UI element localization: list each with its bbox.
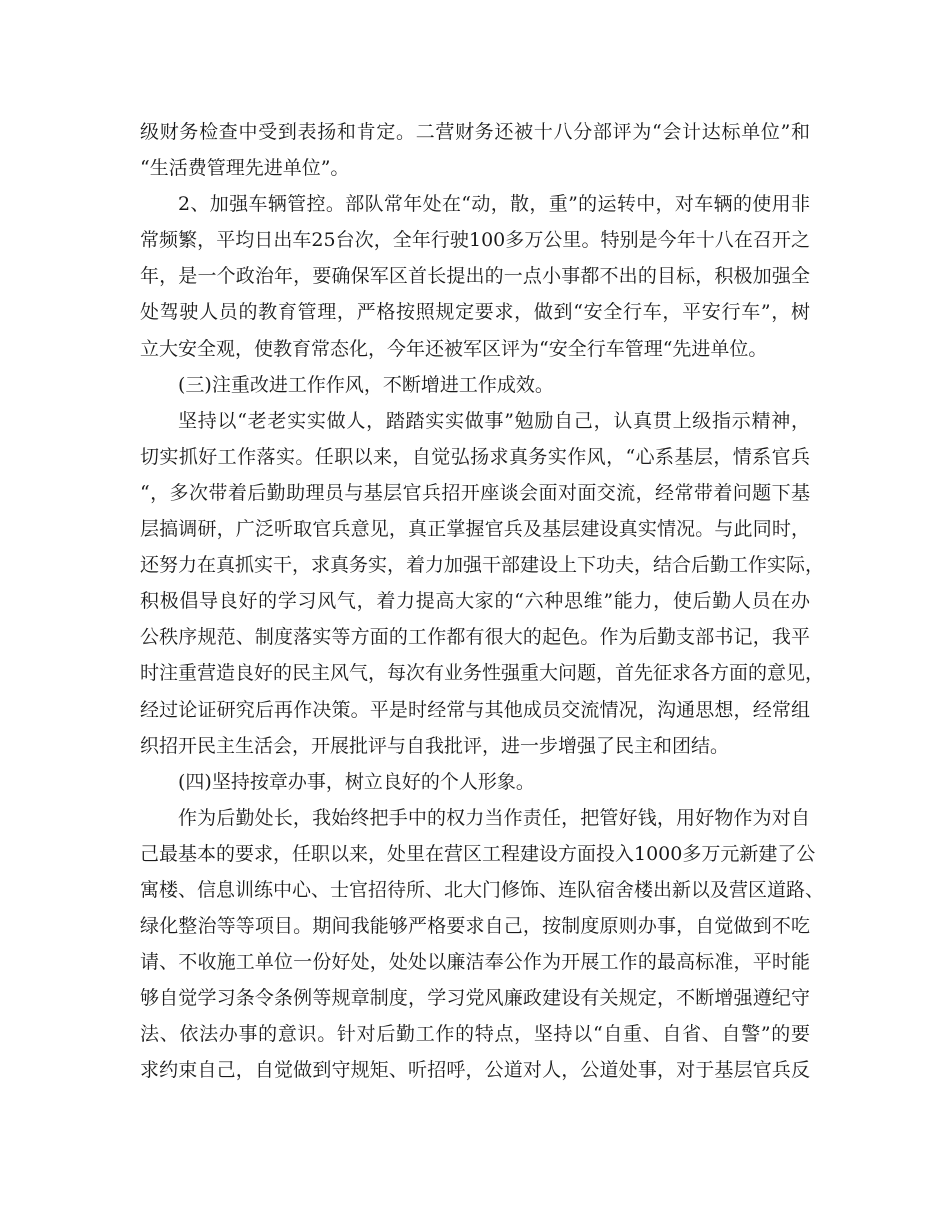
text-line: 法、依法办事的意识。针对后勤工作的特点，坚持以“自重、自省、自警”的要: [140, 1023, 810, 1046]
text-line: 寓楼、信息训练中心、士官招待所、北大门修饰、连队宿舍楼出新以及营区道路、: [140, 878, 825, 901]
text-line: 己最基本的要求，任职以来，处里在营区工程建设方面投入1000多万元新建了公: [140, 842, 816, 865]
text-line: 作为后勤处长，我始终把手中的权力当作责任，把管好钱，用好物作为对自: [178, 806, 810, 829]
text-line: 公秩序规范、制度落实等方面的工作都有很大的起色。作为后勤支部书记，我平: [140, 626, 810, 649]
text-line: “，多次带着后勤助理员与基层官兵招开座谈会面对面交流，经常带着问题下基: [140, 481, 810, 504]
text-line: 年，是一个政治年，要确保军区首长提出的一点小事都不出的目标，积极加强全: [140, 265, 810, 288]
text-line: 层搞调研，广泛听取官兵意见，真正掌握官兵及基层建设真实情况。与此同时，: [140, 518, 810, 541]
body-text: [140, 114, 825, 1089]
text-line: 请、不收施工单位一份好处，处处以廉洁奉公作为开展工作的最高标准，平时能: [140, 951, 810, 974]
text-line: 求约束自己，自觉做到守规矩、听招呼，公道对人，公道处事，对于基层官兵反: [140, 1059, 810, 1082]
text-line: 积极倡导良好的学习风气，着力提高大家的“六种思维”能力，使后勤人员在办: [140, 590, 810, 613]
section-heading: (四)坚持按章办事，树立良好的个人形象。: [178, 770, 535, 793]
text-line: 织招开民主生活会，开展批评与自我批评，进一步增强了民主和团结。: [140, 734, 730, 757]
section-heading: (三)注重改进工作作风，不断增进工作成效。: [178, 373, 554, 396]
text-line: 绿化整治等等项目。期间我能够严格要求自己，按制度原则办事，自觉做到不吃: [140, 915, 810, 938]
text-line: 立大安全观，使教育常态化，今年还被军区评为“安全行车管理“先进单位。: [140, 337, 768, 360]
text-line: 2、加强车辆管控。部队常年处在“动，散，重”的运转中，对车辆的使用非: [178, 193, 810, 216]
text-line: 坚持以“老老实实做人，踏踏实实做事”勉励自己，认真贯上级指示精神，: [178, 409, 810, 432]
text-line: 切实抓好工作落实。任职以来，自觉弘扬求真务实作风，“心系基层，情系官兵: [140, 445, 810, 468]
text-line: 处驾驶人员的教育管理，严格按照规定要求，做到“安全行车，平安行车”，树: [140, 301, 810, 324]
text-line: 常频繁，平均日出车25台次，全年行驶100多万公里。特别是今年十八在召开之: [140, 229, 810, 252]
text-line: 够自觉学习条令条例等规章制度，学习党风廉政建设有关规定，不断增强遵纪守: [140, 987, 810, 1010]
text-line: 时注重营造良好的民主风气，每次有业务性强重大问题，首先征求各方面的意见，: [140, 662, 825, 685]
text-line: “生活费管理先进单位”。: [140, 157, 350, 180]
text-line: 级财务检查中受到表扬和肯定。二营财务还被十八分部评为“会计达标单位”和: [140, 121, 810, 143]
text-line: 经过论证研究后再作决策。平是时经常与其他成员交流情况，沟通思想，经常组: [140, 698, 810, 721]
text-line: 还努力在真抓实干，求真务实，着力加强干部建设上下功夫，结合后勤工作实际，: [140, 554, 825, 577]
